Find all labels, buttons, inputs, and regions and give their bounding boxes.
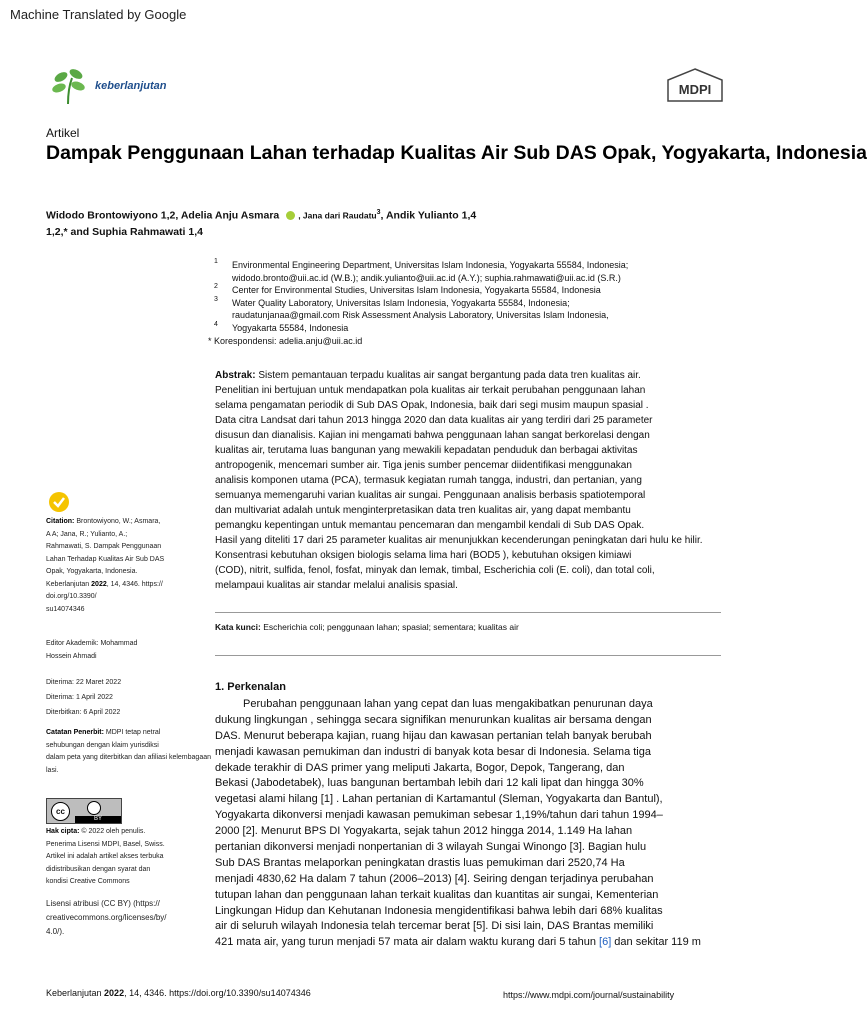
body-line: air di seluruh wilayah Indonesia telah tercemar berat [5]. Di sisi lain, DAS Brantas memiliki [215,920,654,933]
abstract-line: semuanya memengaruhi varian kualitas air sungai. Penggunaan analisis berbasis spatiotemporal [215,490,646,501]
abstract-line: (COD), nitrit, sulfida, fenol, fosfat, minyak dan lemak, timbal, Escherichia coli (E. coli), dan total coli, [215,565,655,576]
body-line: Lingkungan Hidup dan Kehutanan Indonesia mengidentifikasi bahwa lebih dari 68% kualitas [215,904,663,917]
footer-citation: Keberlanjutan 2022, 14, 4346. https://doi.org/10.3390/su14074346 [46,988,311,998]
body-line: Sub DAS Brantas melaporkan peningkatan drastis luas pemukiman dari 2520,74 Ha [215,856,625,869]
divider [215,655,721,656]
journal-leaf-logo-icon [48,66,88,106]
affiliations [208,259,748,347]
abstract-line: Hasil yang diteliti 17 dari 25 parameter kualitas air menunjukkan kecenderungan peningkatan dari hulu ke hilir. [215,535,703,546]
authors-line-2: 1,2,* and Suphia Rahmawati 1,4 [46,225,203,238]
abstract-line: Abstrak: Sistem pemantauan terpadu kualitas air sangat bergantung pada data tren kualitas air. [215,370,641,381]
body-line: dekade terakhir di DAS primer yang meliputi Jakarta, Bogor, Depok, Tangerang, dan [215,761,625,774]
citation-block: Citation: Brontowiyono, W.; Asmara, A A; Jana, R.; Yulianto, A.; Rahmawati, S. Dampak Penggunaan Lahan Terhadap Kualitas Air Sub DAS Opak, Yogyakarta, Indonesia. Keberlanjutan 2022, 14, 4346. https:// doi.org/10.3390/ su14074346 [46,516,206,616]
abstract-line: kualitas air, terutama luas bangunan yang mewakili kepadatan penduduk dan berbagai aktivitas [215,445,638,456]
abstract-line: Penelitian ini bertujuan untuk mendapatkan pola kualitas air terkait perubahan penggunaan lahan [215,385,646,396]
body-line: Bekasi (Jabodetabek), luas bangunan bertambah lebih dari 12 kali lipat dan hingga 30% [215,777,644,790]
body-line: dukung lingkungan , sehingga secara signifikan menurunkan kualitas air bersama dengan [215,713,652,726]
body-line: menjadi kawasan pemukiman dan industri di banyak kota besar di Indonesia. Selama tiga [215,745,651,758]
abstract-label: Abstrak: [215,370,256,381]
copyright-block: Hak cipta: © 2022 oleh penulis. Penerima Lisensi MDPI, Basel, Swiss. Artikel ini adalah artikel akses terbuka didistribusikan dengan syarat dan kondisi Creative Commons [46,828,165,885]
affiliation-1: 1 Environmental Engineering Department, Universitas Islam Indonesia, Yogyakarta 55584, Indonesia; widodo.bronto@uii.ac.id (W.B.); andik.yulianto@uii.ac.id (A.Y.); suphia.rahmawati@uii.ac.id (S.R.) [214,258,629,283]
accepted-date: Diterima: 1 April 2022 [46,694,113,701]
body-line: Yogyakarta dikonversi menjadi kawasan pemukiman sebesar 1,19%/tahun dari tahun 1994– [215,809,663,822]
published-date: Diterbitkan: 6 April 2022 [46,709,121,716]
correspondence: * Korespondensi: adelia.anju@uii.ac.id [208,335,363,346]
journal-name: keberlanjutan [95,80,167,92]
authors-part-b-sup: 3 [376,209,381,216]
reference-link[interactable]: [6] [599,936,612,949]
abstract [215,368,768,593]
section-heading: 1. Perkenalan [215,681,286,693]
citation-doi-link[interactable]: doi.org/10.3390/ [46,593,97,600]
authors-part-c: , Andik Yulianto 1,4 [380,209,477,222]
publisher-note: Catatan Penerbit: MDPI tetap netral sehubungan dengan klaim yurisdiksi dalam peta yang diterbitkan dan afiliasi kelembagaan lasi. [46,729,211,774]
received-date: Diterima: 22 Maret 2022 [46,679,122,686]
abstract-line: Data citra Landsat dari tahun 2013 hingga 2020 dan data kualitas air yang terdiri dari 25 parameter [215,415,653,426]
abstract-line: selama pengamatan periodik di Sub DAS Opak, Indonesia, baik dari segi musim maupun spasial . [215,400,649,411]
orcid-icon[interactable] [286,211,295,220]
dates-block [46,675,206,720]
abstract-line: antropogenik, mencemari sumber air. Tiga jenis sumber pencemar diidentifikasi menggunakan [215,460,632,471]
abstract-line: pemangku kepentingan untuk memantau pencemaran dan mengambil kendali di Sub DAS Opak. [215,520,645,531]
cc-by-license-badge[interactable] [46,798,122,824]
authors-part-b: , Jana dari Raudatu [298,210,377,221]
abstract-line: Konsentrasi kebutuhan oksigen biologis selama lima hari (BOD5 ), kebutuhan oksigen kimiawi [215,550,632,561]
abstract-line: analisis komponen utama (PCA), termasuk kegiatan rumah tangga, industri, dan pertanian, yang [215,475,642,486]
keywords: Kata kunci: Escherichia coli; penggunaan lahan; spasial; sementara; kualitas air [215,622,519,632]
check-for-updates-icon[interactable] [48,491,70,513]
academic-editor: Editor Akademik: Mohammad Hossein Ahmadi [46,640,138,660]
paper-title: Dampak Penggunaan Lahan terhadap Kualitas Air Sub DAS Opak, Yogyakarta, Indonesia [46,142,867,164]
license-link[interactable]: creativecommons.org/licenses/by/ [46,913,167,922]
footer-journal-url[interactable]: https://www.mdpi.com/journal/sustainability [503,990,675,1000]
authors-part-a: Widodo Brontowiyono 1,2, Adelia Anju Asmara [46,209,280,222]
publisher-name: MDPI [678,82,712,97]
abstract-line: dan multivariat adalah untuk menginterpretasikan data tren kualitas air, yang dapat membantu [215,505,631,516]
abstract-line: disusun dan dianalisis. Kajian ini mengamati bahwa penggunaan lahan sangat berkorelasi dengan [215,430,650,441]
body-line: 421 mata air, yang turun menjadi 57 mata air dalam waktu kurang dari 5 tahun [6] dan sekitar 119 m [215,936,701,949]
license-block: Lisensi atribusi (CC BY) (https:// creativecommons.org/licenses/by/ 4.0/). [46,897,206,939]
affiliation-4: 4 Yogyakarta 55584, Indonesia [214,320,349,333]
article-type: Artikel [46,126,80,140]
abstract-line: melampaui kualitas air standar melalui analisis spasial. [215,580,458,591]
body-line: DAS. Menurut beberapa kajian, ruang hijau dan kawasan pertanian telah banyak berubah [215,729,652,742]
by-label: BY [75,816,121,823]
attribution-person-icon [87,801,101,815]
affiliation-2: 2 Center for Environmental Studies, Universitas Islam Indonesia, Yogyakarta 55584, Indonesia [214,283,601,296]
author-list [46,205,476,240]
mdpi-logo-icon [666,68,724,102]
body-line: tutupan lahan dan penggunaan lahan terkait kualitas dan kuantitas air sungai, Kementerian [215,888,659,901]
body-line: pertanian dikonversi menjadi nonpertanian di 3 wilayah Sungai Winongo [3]. Bagian hulu [215,841,647,854]
body-line: menjadi 4830,62 Ha dalam 7 tahun (2006–2013) [4]. Seiring dengan terjadinya perubahan [215,872,654,885]
body-line: 2000 [2]. Menurut BPS DI Yogyakarta, sejak tahun 2012 hingga 2014, 1.149 Ha lahan [215,825,633,838]
affiliation-3: 3 Water Quality Laboratory, Universitas Islam Indonesia, Yogyakarta 55584, Indonesia; raudatunjanaa@gmail.com Risk Assessment Analysis Laboratory, Universitas Islam Indonesia, [214,295,609,321]
body-line: Perubahan penggunaan lahan yang cepat dan luas mengakibatkan penurunan daya [243,698,653,710]
body-text [215,697,768,951]
divider [215,612,721,613]
body-line: vegetasi alami hilang [1] . Lahan pertanian di Kartamantul (Sleman, Yogyakarta dan Bantul), [215,793,663,806]
cc-icon: cc [51,802,70,821]
machine-translated-banner: Machine Translated by Google [10,7,187,22]
